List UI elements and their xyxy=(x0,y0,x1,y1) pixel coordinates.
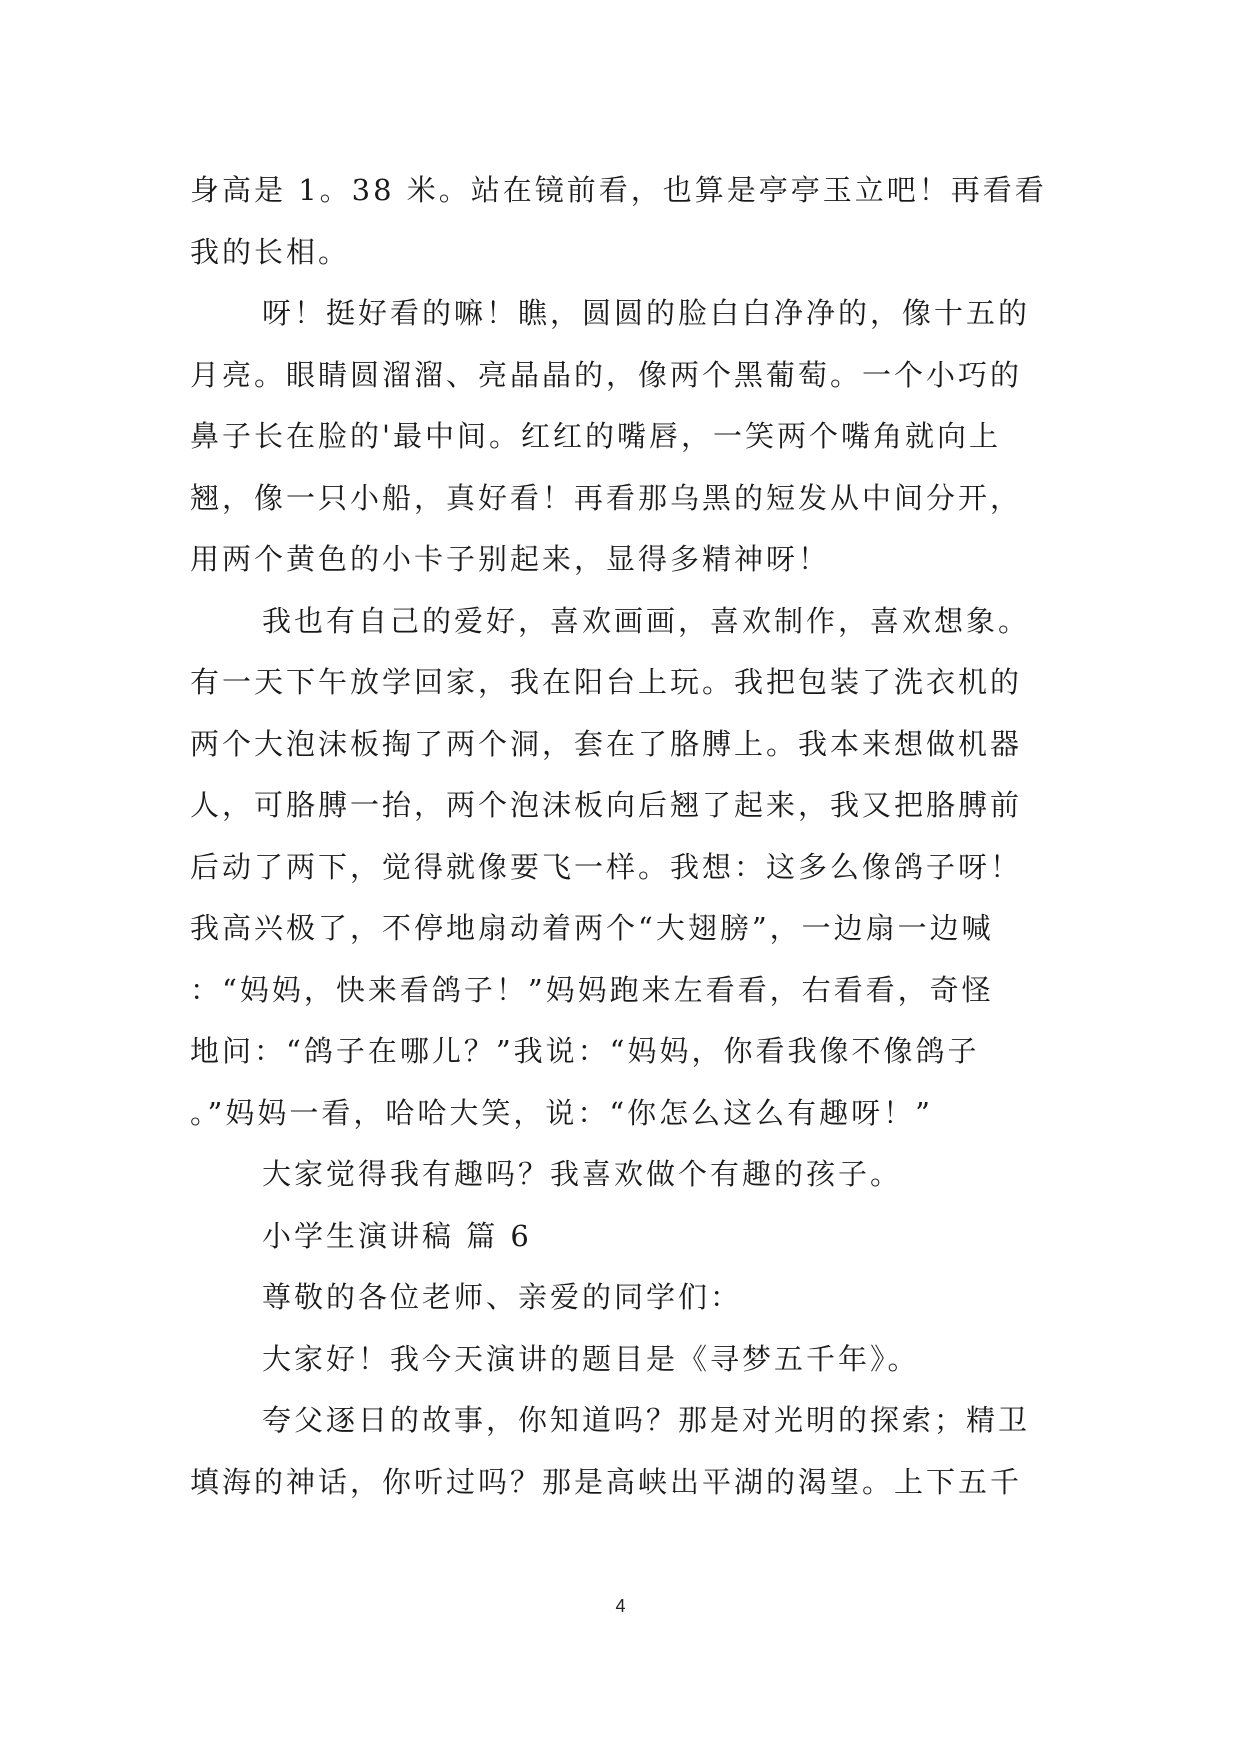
text-line: 我也有自己的爱好，喜欢画画，喜欢制作，喜欢想象。 xyxy=(262,603,1031,638)
page-number: 4 xyxy=(615,1596,626,1616)
text-line: 用两个黄色的小卡子别起来，显得多精神呀！ xyxy=(190,542,831,576)
text-line: 填海的神话，你听过吗？那是高峡出平湖的渴望。上下五千 xyxy=(190,1464,1023,1499)
body-text xyxy=(190,160,1060,1513)
text-line: 月亮。眼睛圆溜溜、亮晶晶的，像两个黑葡萄。一个小巧的 xyxy=(190,357,1023,392)
text-line: 我高兴极了，不停地扇动着两个“大翅膀”，一边扇一边喊 xyxy=(190,911,994,945)
text-line: 有一天下午放学回家，我在阳台上玩。我把包装了洗衣机的 xyxy=(190,665,1023,699)
text-line: 身高是 1。38 米。站在镜前看，也算是亭亭玉立吧！再看看 xyxy=(190,173,1047,207)
text-line: ：“妈妈，快来看鸽子！”妈妈跑来左看看，右看看，奇怪 xyxy=(190,972,994,1007)
text-line: 小学生演讲稿 篇 6 xyxy=(262,1218,532,1253)
text-line: 翘，像一只小船，真好看！再看那乌黑的短发从中间分开， xyxy=(190,480,1023,515)
text-line: 。”妈妈一看，哈哈大笑，说：“你怎么这么有趣呀！” xyxy=(190,1095,933,1130)
text-line: 呀！挺好看的嘛！瞧，圆圆的脸白白净净的，像十五的 xyxy=(262,296,1031,330)
text-line: 后动了两下，觉得就像要飞一样。我想：这多么像鸽子呀！ xyxy=(190,849,1023,884)
text-line: 尊敬的各位老师、亲爱的同学们： xyxy=(262,1280,743,1314)
text-line: 大家好！我今天演讲的题目是《寻梦五千年》。 xyxy=(262,1341,920,1376)
text-line: 我的长相。 xyxy=(190,234,351,269)
text-line: 地问：“鸽子在哪儿？”我说：“妈妈，你看我像不像鸽子 xyxy=(190,1034,980,1068)
text-line: 两个大泡沫板掏了两个洞，套在了胳膊上。我本来想做机器 xyxy=(190,726,1023,761)
text-line: 人，可胳膊一抬，两个泡沫板向后翘了起来，我又把胳膊前 xyxy=(190,788,1023,822)
text-line: 大家觉得我有趣吗？我喜欢做个有趣的孩子。 xyxy=(262,1157,903,1191)
text-line: 夸父逐日的故事，你知道吗？那是对光明的探索；精卫 xyxy=(262,1403,1031,1437)
text-line: 鼻子长在脸的'最中间。红红的嘴唇，一笑两个嘴角就向上 xyxy=(190,419,1001,453)
